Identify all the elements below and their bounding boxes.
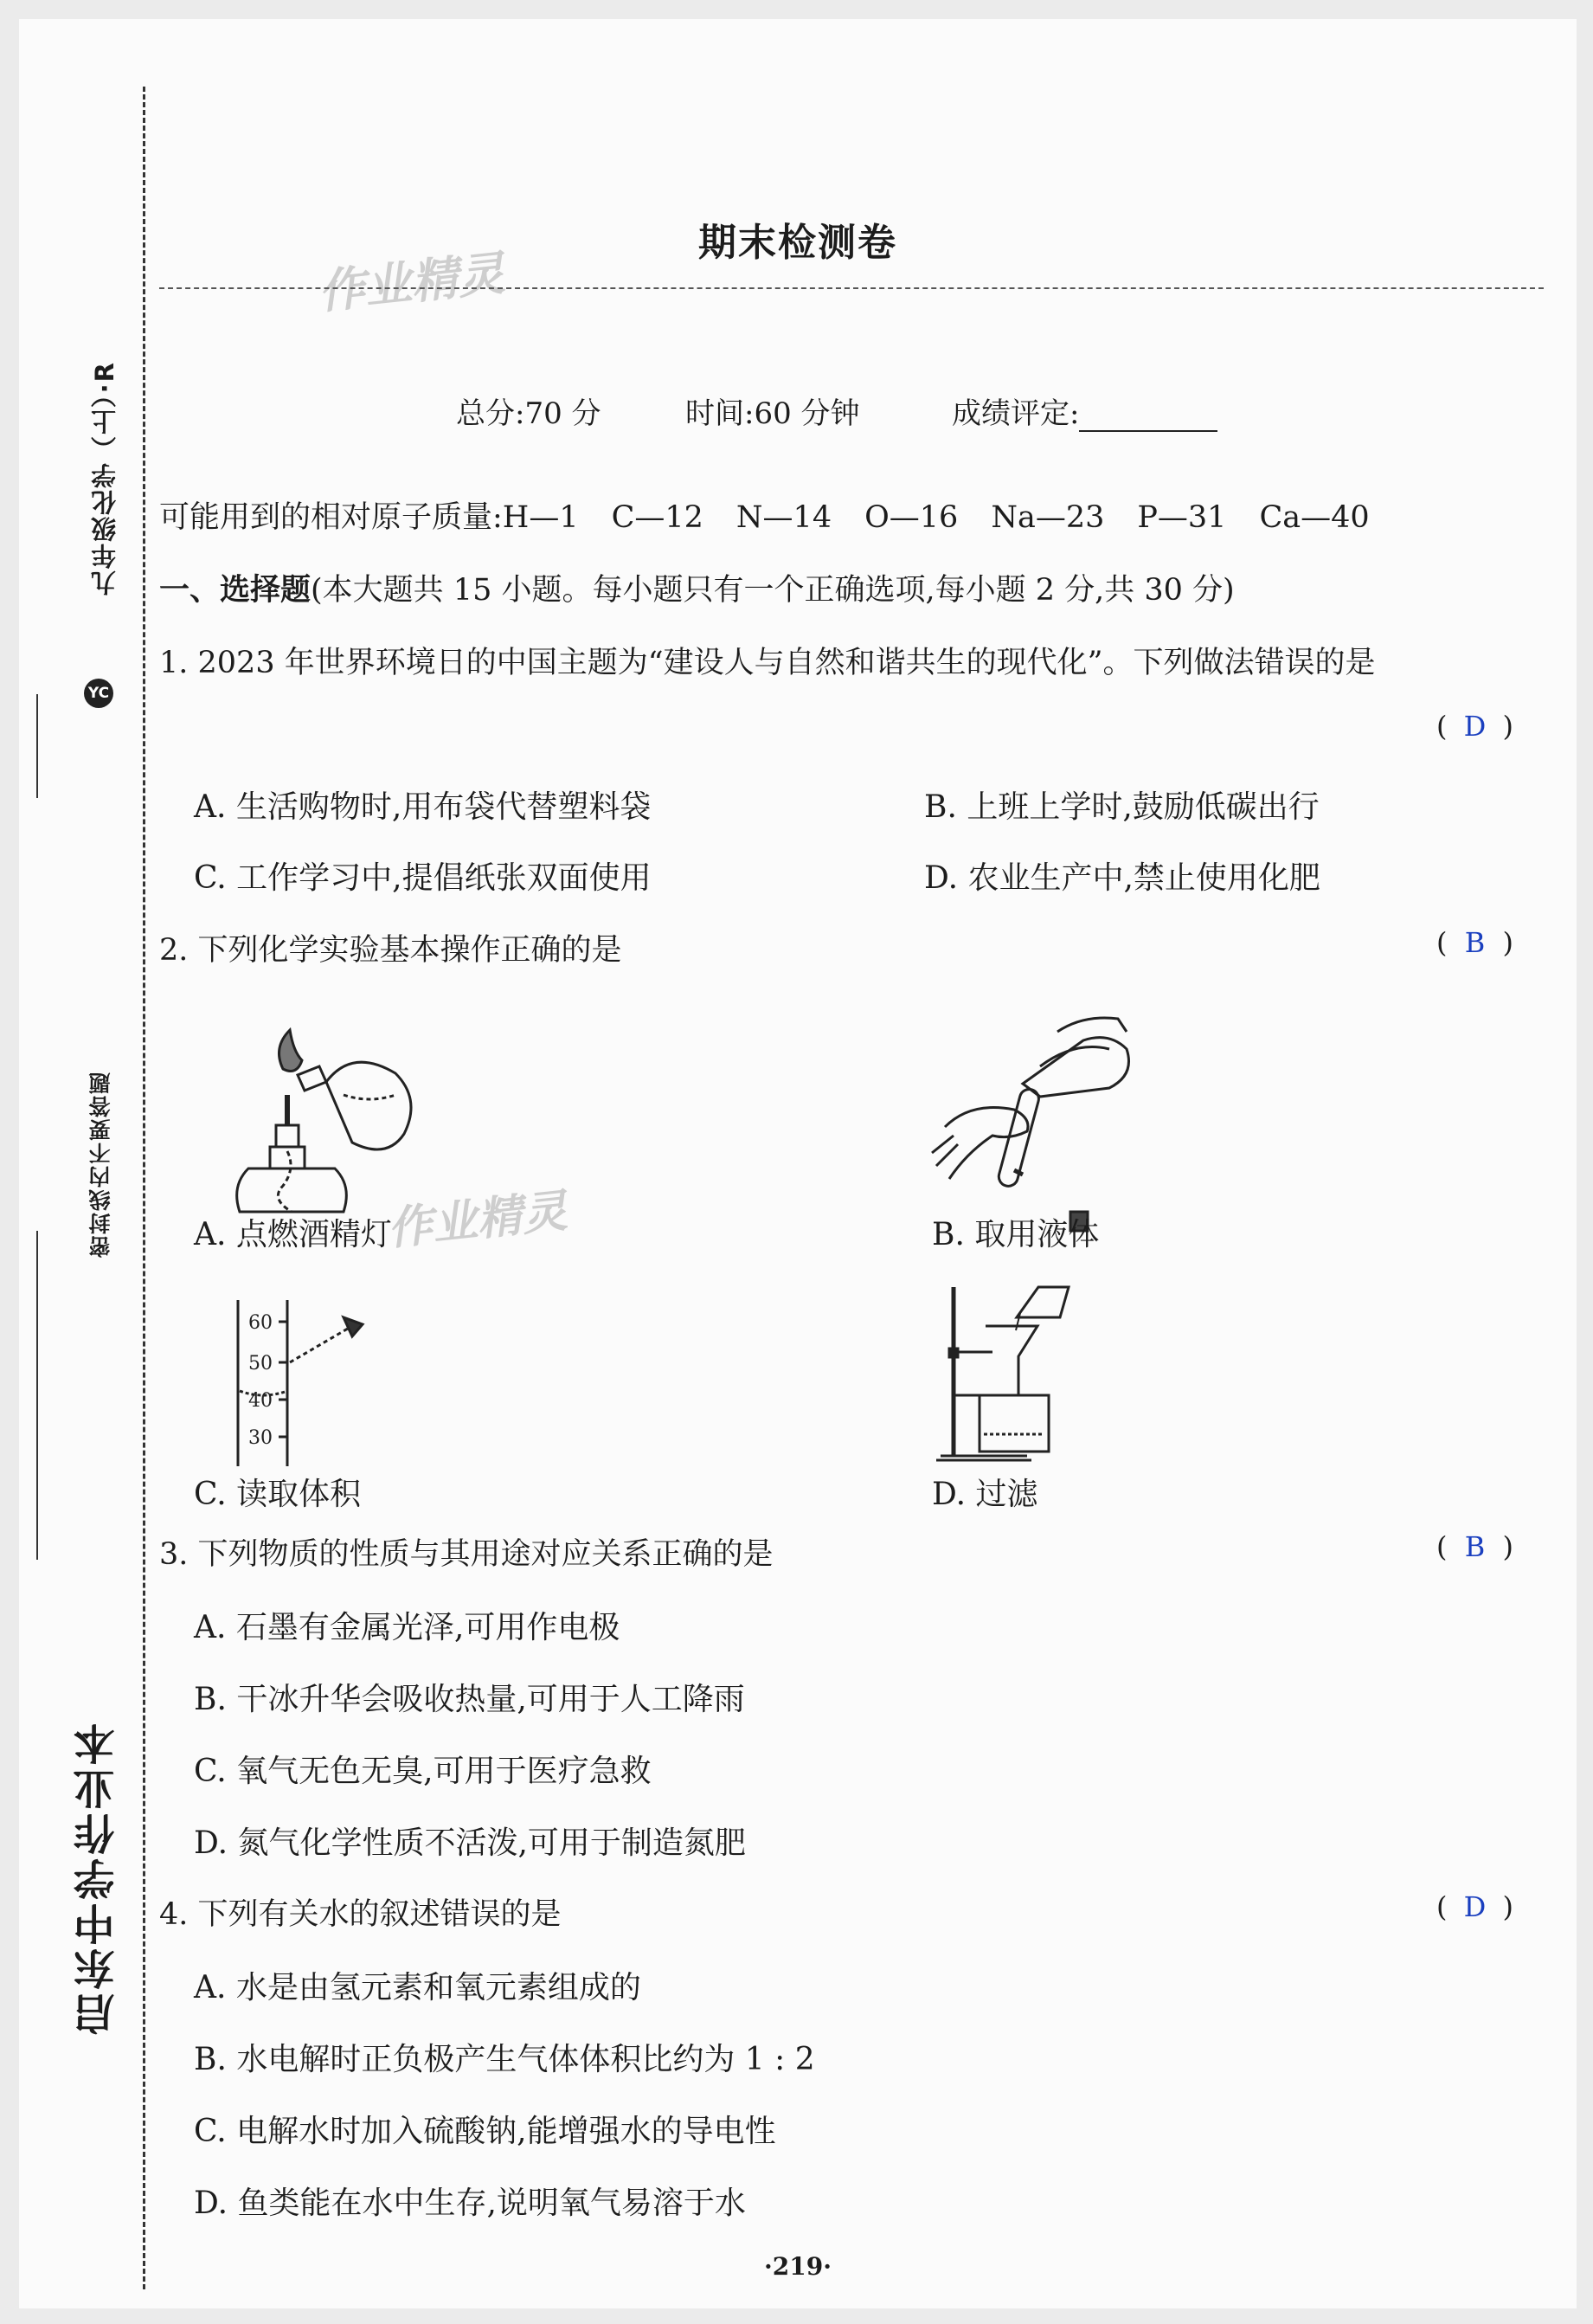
alcohol-lamp-figure xyxy=(222,1030,421,1229)
page-title: 期末检测卷 xyxy=(698,221,897,265)
graduated-cylinder-figure xyxy=(222,1300,395,1473)
question-4-option-b: B. 水电解时正负极产生气体体积比约为 1 : 2 xyxy=(194,2042,815,2077)
seal-dashed-line xyxy=(143,87,145,2289)
question-1-answer: ( D ) xyxy=(1436,710,1513,743)
answer-value: B xyxy=(1464,1530,1486,1563)
question-2-answer: ( B ) xyxy=(1436,926,1513,959)
series-logo: YC xyxy=(84,679,113,708)
question-1-stem: 1. 2023 年世界环境日的中国主题为“建设人与自然和谐共生的现代化”。下列做法错误的是 xyxy=(159,646,1376,680)
cylinder-tick-50: 50 xyxy=(248,1353,273,1374)
series-title: 九年级化学（上）·R xyxy=(90,361,119,595)
watermark: 作业精灵 xyxy=(385,1185,570,1256)
book-title: 启东中学作业本 xyxy=(74,1720,122,2035)
atomic-mass-item: O—16 xyxy=(864,500,959,535)
question-4-option-a: A. 水是由氢元素和氧元素组成的 xyxy=(194,1970,641,2005)
question-1-option-a: A. 生活购物时,用布袋代替塑料袋 xyxy=(194,789,652,825)
question-3-option-a: A. 石墨有金属光泽,可用作电极 xyxy=(194,1610,620,1645)
question-1-option-c: C. 工作学习中,提倡纸张双面使用 xyxy=(194,860,652,896)
total-score: 总分:70 分 xyxy=(456,396,601,431)
liquid-pouring-figure xyxy=(928,1006,1153,1231)
question-4-answer: ( D ) xyxy=(1436,1890,1513,1923)
question-3-stem: 3. 下列物质的性质与其用途对应关系正确的是 xyxy=(159,1537,774,1572)
figure-c-label: C. 读取体积 xyxy=(194,1477,362,1512)
atomic-mass-item: N—14 xyxy=(735,500,832,535)
question-3-option-b: B. 干冰升华会吸收热量,可用于人工降雨 xyxy=(194,1682,745,1717)
answer-value: B xyxy=(1464,926,1486,959)
figure-d-label: D. 过滤 xyxy=(932,1477,1038,1512)
question-4-stem: 4. 下列有关水的叙述错误的是 xyxy=(159,1897,562,1932)
cylinder-tick-40: 40 xyxy=(248,1390,273,1412)
watermark: 作业精灵 xyxy=(315,245,508,320)
grade-blank[interactable] xyxy=(1079,404,1217,432)
section-note: (本大题共 15 小题。每小题只有一个正确选项,每小题 2 分,共 30 分) xyxy=(311,573,1235,608)
question-3-answer: ( B ) xyxy=(1436,1530,1513,1563)
margin-rule xyxy=(36,694,38,798)
grade-label: 成绩评定: xyxy=(952,396,1080,431)
atomic-mass-item: Ca—40 xyxy=(1259,500,1370,535)
seal-notice: 密封线内不要答题 xyxy=(88,1071,113,1258)
figure-b-label: B. 取用液体 xyxy=(932,1217,1100,1252)
title-divider xyxy=(159,287,1544,289)
margin-rule xyxy=(36,1231,38,1560)
answer-value: D xyxy=(1463,710,1487,743)
atomic-mass-item: Na—23 xyxy=(991,500,1105,535)
question-4-option-c: C. 电解水时加入硫酸钠,能增强水的导电性 xyxy=(194,2114,776,2149)
atomic-mass-item: C—12 xyxy=(611,500,703,535)
atomic-mass-label: 可能用到的相对原子质量: xyxy=(159,500,503,535)
answer-value: D xyxy=(1463,1890,1487,1923)
section-heading xyxy=(159,566,1235,609)
cylinder-tick-30: 30 xyxy=(248,1427,273,1449)
filtration-figure xyxy=(923,1283,1122,1465)
exam-page xyxy=(19,19,1577,2308)
time-limit: 时间:60 分钟 xyxy=(685,396,860,431)
section-title: 一、选择题 xyxy=(159,572,312,608)
question-2-stem: 2. 下列化学实验基本操作正确的是 xyxy=(159,933,622,968)
question-4-option-d: D. 鱼类能在水中生存,说明氧气易溶于水 xyxy=(194,2186,746,2221)
atomic-mass-item: P—31 xyxy=(1137,500,1227,535)
figure-a-label: A. 点燃酒精灯 xyxy=(194,1217,392,1252)
question-3-option-c: C. 氧气无色无臭,可用于医疗急救 xyxy=(194,1754,652,1789)
atomic-mass-item: H—1 xyxy=(502,500,579,535)
question-1-option-d: D. 农业生产中,禁止使用化肥 xyxy=(924,860,1320,896)
question-3-option-d: D. 氮气化学性质不活泼,可用于制造氮肥 xyxy=(194,1825,746,1861)
grade-field xyxy=(952,389,1217,432)
question-1-option-b: B. 上班上学时,鼓励低碳出行 xyxy=(924,789,1320,825)
page-number: ·219· xyxy=(764,2252,832,2281)
cylinder-tick-60: 60 xyxy=(248,1312,273,1334)
atomic-mass-line xyxy=(159,493,1403,537)
